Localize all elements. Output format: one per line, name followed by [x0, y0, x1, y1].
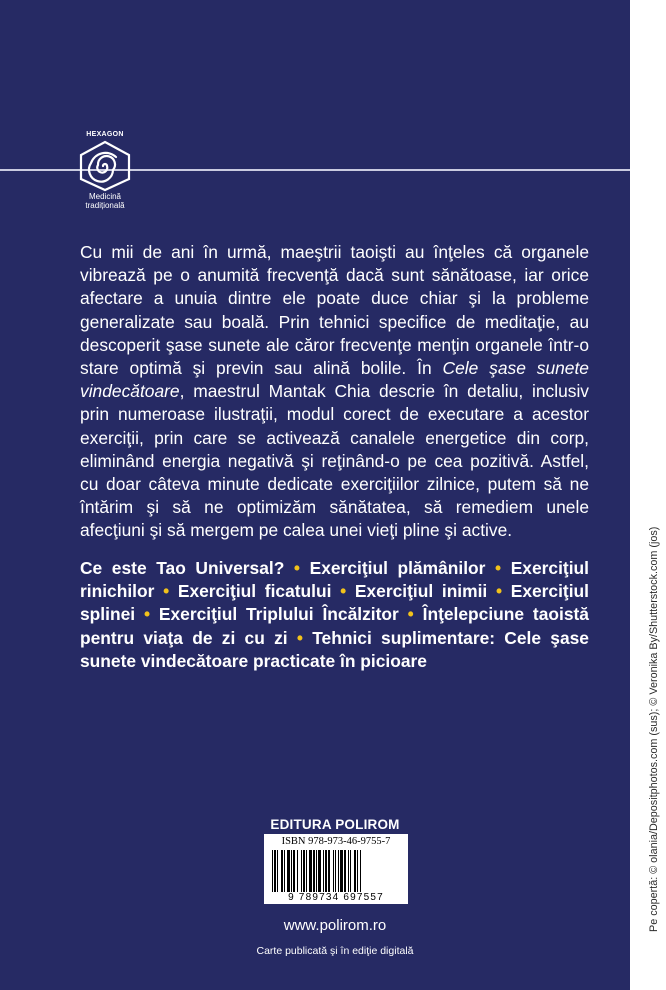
description-part1: Cu mii de ani în urmă, maeştrii taoişti au înţeles că organele vibrează pe o anumită frecvenţă dacă sunt sănătoase, iar orice afectare a unuia dintre ele poate duce chiar şi la probleme generalizate sau boală. Prin tehnici specifice de meditaţie, au descoperit şase sunete ale căror frecvenţe menţin organele într-o stare optimă şi previn sau alină bolile. În [80, 242, 589, 379]
contents-item: Exerciţiul ficatului [177, 581, 332, 602]
description-paragraph [80, 241, 589, 543]
hexagon-spiral-icon [75, 140, 135, 192]
digital-edition-note: Carte publicată şi în ediţie digitală [256, 945, 414, 957]
publisher-name: EDITURA POLIROM [270, 817, 400, 832]
book-description [80, 241, 589, 543]
bullet-separator: • [495, 558, 502, 578]
contents-item: Exerciţiul inimii [354, 581, 488, 602]
bullet-separator: • [293, 558, 301, 578]
barcode-bars [270, 850, 402, 892]
isbn-barcode [264, 834, 408, 904]
bullet-separator: • [143, 604, 151, 625]
isbn-number: ISBN 978-973-46-9755-7 [281, 836, 391, 847]
logo-subtitle-line1: Medicină [88, 192, 121, 201]
bullet-separator: • [163, 581, 170, 602]
bullet-separator: • [340, 581, 347, 602]
collection-logo [66, 130, 144, 218]
publisher-website: www.polirom.ro [283, 917, 387, 934]
logo-subtitle-line2: tradițională [85, 201, 125, 210]
contents-item: Înţelepciune taoistă pentru viaţa de zi cu zi [80, 604, 589, 648]
contents-item: Exerciţiul plămânilor [309, 558, 486, 578]
contents-item: Ce este Tao Universal? [80, 558, 285, 578]
contents-item: Exerciţiul splinei [80, 581, 590, 625]
contents-item: Exerciţiul rinichilor [80, 558, 589, 602]
book-title-italic: Cele şase sunete vindecătoare [80, 358, 589, 402]
contents-item: Exerciţiul Triplului Încălzitor [158, 604, 399, 625]
bullet-separator: • [407, 604, 414, 625]
bullet-separator: • [495, 581, 503, 602]
table-of-contents [80, 557, 589, 673]
contents-item: Tehnici suplimentare: Cele şase sunete vindecătoare practicate în picioare [80, 627, 589, 671]
barcode-digits: 9 789734 697557 [288, 892, 384, 903]
bullet-separator: • [296, 627, 303, 648]
cover-photo-credit: Pe copertă: © olania/Depositphotos.com (sus); © Veronika By/Shutterstock.com (jos) [648, 526, 660, 932]
description-part2: , maestrul Mantak Chia descrie în detaliu, inclusiv prin numeroase ilustraţii, modul corect de executare a acestor exerciţii, prin care se activează canalele energetice din corp, eliminând energia negativă şi reţinând-o pe cea pozitivă. Astfel, cu doar câteva minute dedicate exerciţiilor zilnice, putem să ne întărim şi să ne optimizăm sănătatea, să remediem unele afecţiuni şi să mergem pe calea unei vieţi pline şi active. [80, 381, 589, 541]
logo-top-label: HEXAGON [86, 131, 124, 138]
